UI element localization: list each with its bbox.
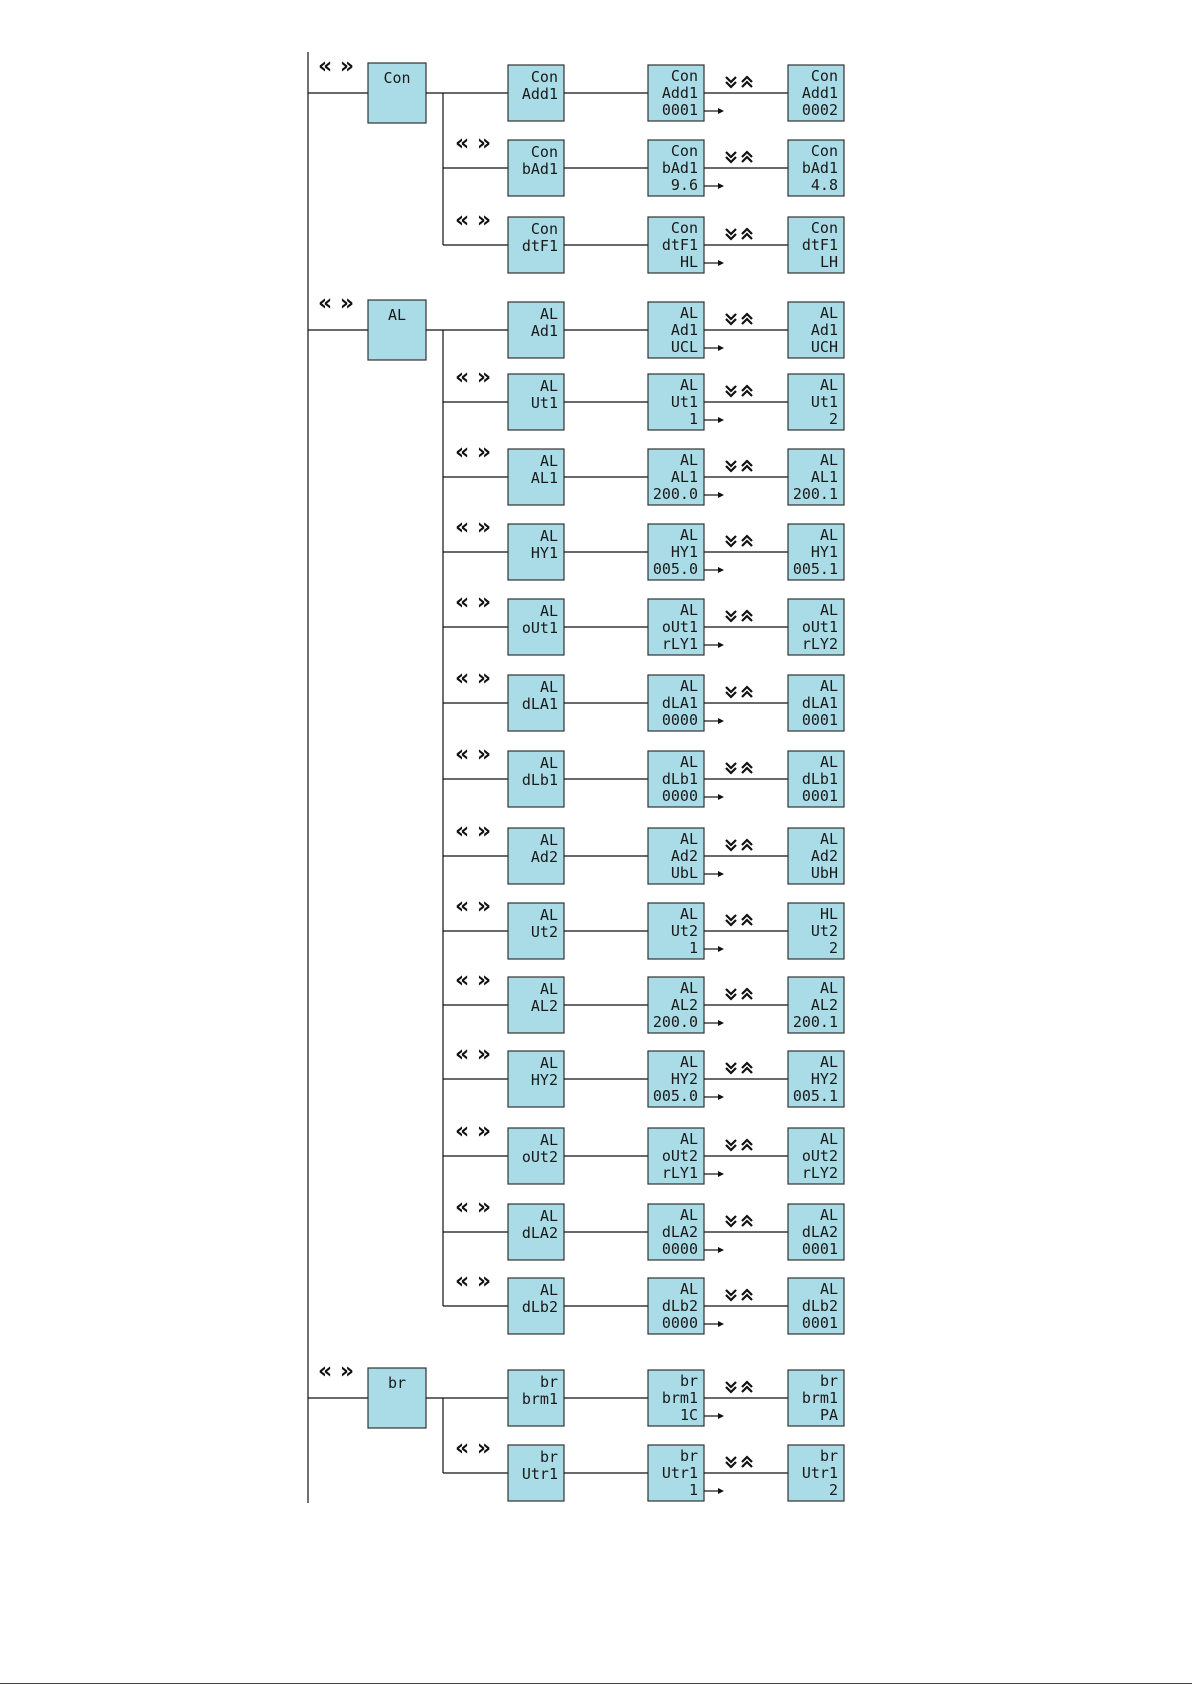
lcd-text: AL bbox=[539, 1281, 558, 1299]
lcd-text: AL bbox=[679, 979, 698, 997]
lcd-text: Ut1 bbox=[810, 393, 838, 411]
double-up-chevron-icon bbox=[742, 386, 752, 396]
lcd-text: 0001 bbox=[801, 787, 838, 805]
lcd-text: dLb1 bbox=[661, 770, 698, 788]
double-up-chevron-icon bbox=[742, 989, 752, 999]
double-down-chevron-icon bbox=[726, 611, 736, 621]
lcd-text: dLA2 bbox=[801, 1223, 838, 1241]
lcd-text: 0000 bbox=[661, 1240, 698, 1258]
lcd-text: AL bbox=[679, 451, 698, 469]
lcd-text: 0001 bbox=[801, 1314, 838, 1332]
double-down-chevron-icon bbox=[726, 536, 736, 546]
lcd-text: Con bbox=[810, 67, 838, 85]
lcd-text: AL bbox=[679, 1053, 698, 1071]
lcd-text: 0000 bbox=[661, 787, 698, 805]
lcd-text: brm1 bbox=[521, 1390, 558, 1408]
double-up-chevron-icon bbox=[742, 314, 752, 324]
arrow-right-icon bbox=[718, 260, 724, 266]
lcd-text: dLb2 bbox=[661, 1297, 698, 1315]
double-down-chevron-icon bbox=[726, 461, 736, 471]
double-down-chevron-icon bbox=[726, 1382, 736, 1392]
lcd-text: AL bbox=[679, 753, 698, 771]
lcd-text: Ad2 bbox=[810, 847, 838, 865]
lcd-text: Add1 bbox=[661, 84, 698, 102]
lcd-text: br bbox=[679, 1447, 698, 1465]
lcd-text: HY2 bbox=[670, 1070, 698, 1088]
lcd-text: Ad1 bbox=[810, 321, 838, 339]
lcd-text: AL bbox=[819, 1053, 838, 1071]
lcd-text: Ut2 bbox=[530, 923, 558, 941]
group-label-text: Con bbox=[383, 69, 411, 87]
double-up-chevron-icon bbox=[742, 1382, 752, 1392]
lcd-text: AL bbox=[539, 678, 558, 696]
double-down-chevron-icon bbox=[726, 687, 736, 697]
arrow-right-icon bbox=[718, 1413, 724, 1419]
double-down-chevron-icon bbox=[726, 386, 736, 396]
lcd-text: dtF1 bbox=[801, 236, 838, 254]
lcd-text: AL bbox=[539, 527, 558, 545]
item-nav-icon: « » bbox=[455, 968, 492, 993]
lcd-text: AL bbox=[679, 677, 698, 695]
double-up-chevron-icon bbox=[742, 763, 752, 773]
item-nav-icon: « » bbox=[455, 590, 492, 615]
arrow-right-icon bbox=[718, 417, 724, 423]
double-down-chevron-icon bbox=[726, 152, 736, 162]
double-down-chevron-icon bbox=[726, 840, 736, 850]
double-up-chevron-icon bbox=[742, 1063, 752, 1073]
arrow-right-icon bbox=[718, 642, 724, 648]
arrow-right-icon bbox=[718, 946, 724, 952]
lcd-text: Con bbox=[530, 220, 558, 238]
lcd-text: AL bbox=[539, 754, 558, 772]
double-down-chevron-icon bbox=[726, 1457, 736, 1467]
double-down-chevron-icon bbox=[726, 1140, 736, 1150]
lcd-text: Con bbox=[670, 142, 698, 160]
lcd-text: 0001 bbox=[661, 101, 698, 119]
lcd-text: AL bbox=[539, 1131, 558, 1149]
arrow-right-icon bbox=[718, 871, 724, 877]
lcd-text: AL1 bbox=[810, 468, 838, 486]
lcd-text: Utr1 bbox=[801, 1464, 838, 1482]
lcd-text: 0001 bbox=[801, 711, 838, 729]
lcd-text: LH bbox=[819, 253, 838, 271]
lcd-text: AL1 bbox=[530, 469, 558, 487]
lcd-text: br bbox=[679, 1372, 698, 1390]
double-down-chevron-icon bbox=[726, 314, 736, 324]
double-up-chevron-icon bbox=[742, 1290, 752, 1300]
lcd-text: Add1 bbox=[801, 84, 838, 102]
arrow-right-icon bbox=[718, 567, 724, 573]
item-nav-icon: « » bbox=[455, 1195, 492, 1220]
lcd-text: brm1 bbox=[801, 1389, 838, 1407]
lcd-text: 0000 bbox=[661, 711, 698, 729]
arrow-right-icon bbox=[718, 1171, 724, 1177]
item-nav-icon: « » bbox=[455, 1269, 492, 1294]
arrow-right-icon bbox=[718, 492, 724, 498]
lcd-text: AL bbox=[819, 376, 838, 394]
lcd-text: Ad2 bbox=[670, 847, 698, 865]
lcd-text: dLb1 bbox=[801, 770, 838, 788]
double-down-chevron-icon bbox=[726, 1290, 736, 1300]
lcd-text: 4.8 bbox=[810, 176, 838, 194]
lcd-text: 200.1 bbox=[792, 485, 838, 503]
lcd-text: 1C bbox=[679, 1406, 698, 1424]
lcd-text: br bbox=[819, 1447, 838, 1465]
lcd-text: HL bbox=[679, 253, 698, 271]
item-nav-icon: « » bbox=[455, 131, 492, 156]
lcd-text: dLA1 bbox=[521, 695, 558, 713]
lcd-text: oUt2 bbox=[661, 1147, 698, 1165]
lcd-text: oUt1 bbox=[661, 618, 698, 636]
item-nav-icon: « » bbox=[455, 208, 492, 233]
lcd-text: AL bbox=[679, 1206, 698, 1224]
lcd-text: bAd1 bbox=[801, 159, 838, 177]
lcd-text: 005.0 bbox=[652, 560, 698, 578]
lcd-text: Add1 bbox=[521, 85, 558, 103]
arrow-right-icon bbox=[718, 1247, 724, 1253]
lcd-text: dLA2 bbox=[661, 1223, 698, 1241]
lcd-text: UbH bbox=[810, 864, 838, 882]
lcd-text: 200.0 bbox=[652, 1013, 698, 1031]
double-up-chevron-icon bbox=[742, 1457, 752, 1467]
lcd-text: Ad2 bbox=[530, 848, 558, 866]
lcd-text: AL bbox=[679, 601, 698, 619]
double-up-chevron-icon bbox=[742, 687, 752, 697]
item-nav-icon: « » bbox=[455, 1436, 492, 1461]
group-label-text: AL bbox=[387, 306, 407, 324]
lcd-text: AL bbox=[539, 602, 558, 620]
lcd-text: AL bbox=[539, 1054, 558, 1072]
group-nav-icon: « » bbox=[318, 54, 355, 79]
lcd-text: 9.6 bbox=[670, 176, 698, 194]
lcd-text: Con bbox=[670, 219, 698, 237]
item-nav-icon: « » bbox=[455, 742, 492, 767]
lcd-text: AL bbox=[679, 830, 698, 848]
lcd-text: Ut2 bbox=[670, 922, 698, 940]
lcd-text: 0001 bbox=[801, 1240, 838, 1258]
lcd-text: AL bbox=[539, 831, 558, 849]
lcd-text: Con bbox=[810, 142, 838, 160]
lcd-text: Utr1 bbox=[661, 1464, 698, 1482]
lcd-text: Ad1 bbox=[670, 321, 698, 339]
arrow-right-icon bbox=[718, 718, 724, 724]
lcd-text: rLY2 bbox=[801, 1164, 838, 1182]
lcd-text: dtF1 bbox=[521, 237, 558, 255]
lcd-text: AL bbox=[819, 526, 838, 544]
lcd-text: AL bbox=[539, 980, 558, 998]
lcd-text: Ut1 bbox=[530, 394, 558, 412]
lcd-text: HY1 bbox=[530, 544, 558, 562]
lcd-text: Con bbox=[810, 219, 838, 237]
lcd-text: 2 bbox=[828, 939, 838, 957]
lcd-text: AL bbox=[679, 304, 698, 322]
lcd-text: 005.1 bbox=[792, 1087, 838, 1105]
double-up-chevron-icon bbox=[742, 536, 752, 546]
double-up-chevron-icon bbox=[742, 229, 752, 239]
lcd-text: AL bbox=[539, 1207, 558, 1225]
double-up-chevron-icon bbox=[742, 611, 752, 621]
lcd-text: br bbox=[539, 1373, 558, 1391]
arrow-right-icon bbox=[718, 345, 724, 351]
lcd-text: dLA1 bbox=[801, 694, 838, 712]
lcd-text: AL bbox=[819, 830, 838, 848]
lcd-text: br bbox=[539, 1448, 558, 1466]
lcd-text: 1 bbox=[688, 1481, 698, 1499]
lcd-text: UCL bbox=[670, 338, 698, 356]
item-nav-icon: « » bbox=[455, 894, 492, 919]
lcd-text: 2 bbox=[828, 1481, 838, 1499]
lcd-text: 005.0 bbox=[652, 1087, 698, 1105]
double-down-chevron-icon bbox=[726, 1063, 736, 1073]
lcd-text: rLY2 bbox=[801, 635, 838, 653]
lcd-text: dtF1 bbox=[661, 236, 698, 254]
lcd-text: 1 bbox=[688, 410, 698, 428]
lcd-text: rLY1 bbox=[661, 1164, 698, 1182]
item-nav-icon: « » bbox=[455, 1042, 492, 1067]
lcd-text: AL bbox=[679, 905, 698, 923]
lcd-text: Ad1 bbox=[530, 322, 558, 340]
lcd-text: AL bbox=[539, 906, 558, 924]
group-nav-icon: « » bbox=[318, 1359, 355, 1384]
lcd-text: Ut2 bbox=[810, 922, 838, 940]
lcd-text: PA bbox=[819, 1406, 838, 1424]
lcd-text: AL2 bbox=[530, 997, 558, 1015]
lcd-text: AL2 bbox=[670, 996, 698, 1014]
lcd-text: Con bbox=[530, 143, 558, 161]
lcd-text: AL bbox=[539, 452, 558, 470]
page-bottom-rule bbox=[0, 1683, 1192, 1684]
lcd-text: AL bbox=[679, 1130, 698, 1148]
double-down-chevron-icon bbox=[726, 763, 736, 773]
item-nav-icon: « » bbox=[455, 1119, 492, 1144]
lcd-text: oUt2 bbox=[521, 1148, 558, 1166]
lcd-text: oUt1 bbox=[521, 619, 558, 637]
lcd-text: HY2 bbox=[810, 1070, 838, 1088]
lcd-text: 0000 bbox=[661, 1314, 698, 1332]
lcd-text: HY1 bbox=[810, 543, 838, 561]
lcd-text: bAd1 bbox=[521, 160, 558, 178]
arrow-right-icon bbox=[718, 1488, 724, 1494]
double-up-chevron-icon bbox=[742, 152, 752, 162]
lcd-text: AL bbox=[539, 305, 558, 323]
lcd-text: AL bbox=[819, 451, 838, 469]
lcd-text: AL bbox=[819, 979, 838, 997]
lcd-text: Con bbox=[670, 67, 698, 85]
double-up-chevron-icon bbox=[742, 77, 752, 87]
lcd-text: AL2 bbox=[810, 996, 838, 1014]
lcd-text: AL bbox=[539, 377, 558, 395]
group-label-text: br bbox=[387, 1374, 407, 1392]
lcd-text: UbL bbox=[670, 864, 698, 882]
lcd-text: HY2 bbox=[530, 1071, 558, 1089]
arrow-right-icon bbox=[718, 1094, 724, 1100]
lcd-text: AL bbox=[819, 1206, 838, 1224]
lcd-text: 2 bbox=[828, 410, 838, 428]
lcd-text: AL bbox=[819, 753, 838, 771]
arrow-right-icon bbox=[718, 1321, 724, 1327]
arrow-right-icon bbox=[718, 794, 724, 800]
arrow-right-icon bbox=[718, 183, 724, 189]
lcd-text: dLb2 bbox=[521, 1298, 558, 1316]
lcd-text: 1 bbox=[688, 939, 698, 957]
lcd-text: UCH bbox=[810, 338, 838, 356]
double-up-chevron-icon bbox=[742, 1140, 752, 1150]
double-down-chevron-icon bbox=[726, 229, 736, 239]
lcd-text: HY1 bbox=[670, 543, 698, 561]
item-nav-icon: « » bbox=[455, 365, 492, 390]
lcd-text: Con bbox=[530, 68, 558, 86]
item-nav-icon: « » bbox=[455, 819, 492, 844]
double-up-chevron-icon bbox=[742, 1216, 752, 1226]
lcd-text: Utr1 bbox=[521, 1465, 558, 1483]
lcd-text: AL bbox=[819, 1130, 838, 1148]
lcd-text: dLA1 bbox=[661, 694, 698, 712]
lcd-text: 200.1 bbox=[792, 1013, 838, 1031]
arrow-right-icon bbox=[718, 108, 724, 114]
double-up-chevron-icon bbox=[742, 915, 752, 925]
double-down-chevron-icon bbox=[726, 989, 736, 999]
lcd-text: AL bbox=[679, 1280, 698, 1298]
lcd-text: AL bbox=[819, 601, 838, 619]
lcd-text: dLb1 bbox=[521, 771, 558, 789]
double-down-chevron-icon bbox=[726, 77, 736, 87]
double-up-chevron-icon bbox=[742, 461, 752, 471]
lcd-text: 005.1 bbox=[792, 560, 838, 578]
lcd-text: br bbox=[819, 1372, 838, 1390]
lcd-text: 200.0 bbox=[652, 485, 698, 503]
item-nav-icon: « » bbox=[455, 666, 492, 691]
arrow-right-icon bbox=[718, 1020, 724, 1026]
double-up-chevron-icon bbox=[742, 840, 752, 850]
double-down-chevron-icon bbox=[726, 915, 736, 925]
lcd-text: Ut1 bbox=[670, 393, 698, 411]
lcd-text: oUt1 bbox=[801, 618, 838, 636]
lcd-text: AL bbox=[679, 526, 698, 544]
lcd-text: HL bbox=[819, 905, 838, 923]
group-nav-icon: « » bbox=[318, 291, 355, 316]
lcd-text: 0002 bbox=[801, 101, 838, 119]
lcd-text: AL bbox=[679, 376, 698, 394]
item-nav-icon: « » bbox=[455, 440, 492, 465]
item-nav-icon: « » bbox=[455, 515, 492, 540]
lcd-text: AL bbox=[819, 304, 838, 322]
lcd-text: bAd1 bbox=[661, 159, 698, 177]
lcd-text: oUt2 bbox=[801, 1147, 838, 1165]
lcd-text: brm1 bbox=[661, 1389, 698, 1407]
lcd-text: AL bbox=[819, 677, 838, 695]
lcd-text: AL bbox=[819, 1280, 838, 1298]
lcd-text: dLA2 bbox=[521, 1224, 558, 1242]
lcd-text: rLY1 bbox=[661, 635, 698, 653]
lcd-text: AL1 bbox=[670, 468, 698, 486]
lcd-text: dLb2 bbox=[801, 1297, 838, 1315]
double-down-chevron-icon bbox=[726, 1216, 736, 1226]
